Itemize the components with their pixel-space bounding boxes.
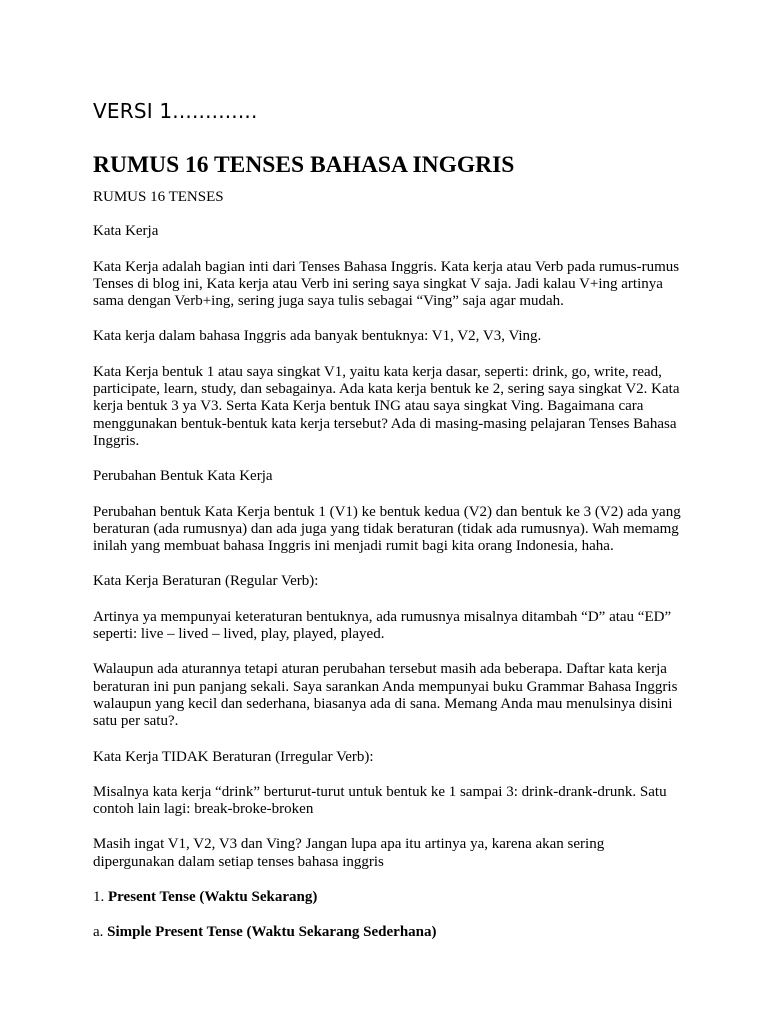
heading-text: Present Tense (Waktu Sekarang) (108, 889, 318, 906)
version-heading: VERSI 1............. (93, 99, 258, 123)
lettered-heading-simple-present (93, 924, 683, 941)
heading-number: 1. (93, 889, 108, 906)
document-subtitle: RUMUS 16 TENSES (93, 189, 224, 205)
section-heading-kata-kerja: Kata Kerja (93, 223, 159, 240)
numbered-heading-present-tense (93, 889, 683, 906)
section-heading-perubahan: Perubahan Bentuk Kata Kerja (93, 468, 273, 485)
paragraph: Masih ingat V1, V2, V3 dan Ving? Jangan lupa apa itu artinya ya, karena akan sering dipergunakan dalam setiap tenses bahasa inggris (93, 836, 605, 870)
paragraph: Artinya ya mempunyai keteraturan bentuknya, ada rumusnya misalnya ditambah “D” atau “ED” seperti: live – lived – lived, play, played, played. (93, 608, 672, 643)
paragraph: Misalnya kata kerja “drink” berturut-turut untuk bentuk ke 1 sampai 3: drink-drank-drunk. Satu contoh lain lagi: break-broke-broken (93, 783, 667, 818)
section-heading-regular-verb: Kata Kerja Beraturan (Regular Verb): (93, 573, 319, 590)
document-title: RUMUS 16 TENSES BAHASA INGGRIS (93, 152, 515, 178)
document-content (93, 96, 683, 960)
paragraph: Perubahan bentuk Kata Kerja bentuk 1 (V1) ke bentuk kedua (V2) dan bentuk ke 3 (V2) ada yang beraturan (ada rumusnya) dan ada juga yang tidak beraturan (tidak ada rumusnya). Wah memamg inilah yang membuat bahasa Inggris ini menjadi rumit bagi kita orang Indonesia, haha. (93, 503, 681, 555)
section-heading-irregular-verb: Kata Kerja TIDAK Beraturan (Irregular Verb): (93, 748, 374, 765)
heading-text: Simple Present Tense (Waktu Sekarang Sederhana) (107, 924, 437, 941)
paragraph: Walaupun ada aturannya tetapi aturan perubahan tersebut masih ada beberapa. Daftar kata kerja beraturan ini pun panjang sekali. Saya sarankan Anda mempunyai buku Grammar Bahasa Inggris walaupun yang kecil dan sederhana, biasanya ada di sana. Memang Anda mau menulsinya disini satu per satu?. (93, 661, 678, 730)
paragraph: Kata kerja dalam bahasa Inggris ada banyak bentuknya: V1, V2, V3, Ving. (93, 328, 542, 345)
heading-letter: a. (93, 924, 108, 941)
paragraph: Kata Kerja bentuk 1 atau saya singkat V1, yaitu kata kerja dasar, seperti: drink, go, write, read, participate, learn, study, dan sebagainya. Ada kata kerja bentuk ke 2, sering saya singkat V2. Kata kerja bentuk 3 ya V3. Serta Kata Kerja bentuk ING atau saya singkat Ving. Bagaimana cara menggunakan bentuk-bentuk kata kerja tersebut? Ada di masing-masing pelajaran Tenses Bahasa Inggris. (93, 363, 680, 449)
paragraph: Kata Kerja adalah bagian inti dari Tenses Bahasa Inggris. Kata kerja atau Verb pada rumus-rumus Tenses di blog ini, Kata kerja atau Verb ini sering saya singkat V saja. Jadi kalau V+ing artinya sama dengan Verb+ing, sering juga saya tulis sebagai “Ving” saja agar mudah. (93, 258, 680, 310)
